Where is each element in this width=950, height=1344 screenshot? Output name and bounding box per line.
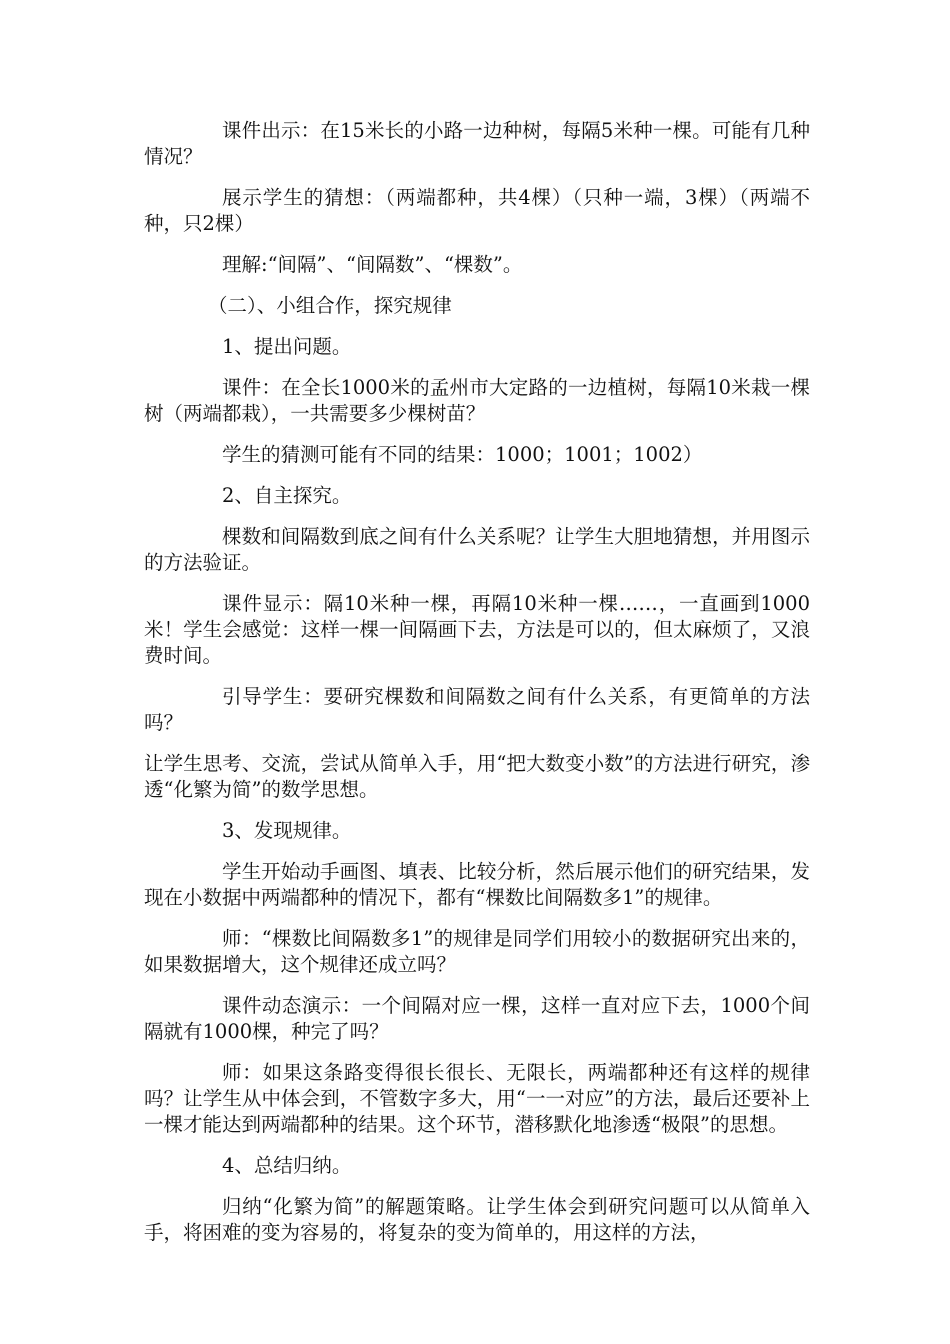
paragraph-dynamic-demo: 课件动态演示：一个间隔对应一棵，这样一直对应下去，1000个间隔就有1000棵，种完了吗？	[144, 994, 810, 1043]
paragraph-courseware-problem: 课件：在全长1000米的孟州市大定路的一边植树，每隔10米栽一棵树（两端都栽），一共需要多少棵树苗？	[144, 376, 810, 425]
paragraph-think-exchange: 让学生思考、交流，尝试从简单入手，用“把大数变小数”的方法进行研究，渗透“化繁为简”的数学思想。	[144, 752, 810, 801]
paragraph-tree-interval-relation: 棵数和间隔数到底之间有什么关系呢？让学生大胆地猜想，并用图示的方法验证。	[144, 525, 810, 574]
paragraph-courseware-display: 课件出示：在15米长的小路一边种树，每隔5米种一棵。可能有几种情况？	[144, 119, 810, 168]
paragraph-courseware-show: 课件显示：隔10米种一棵，再隔10米种一棵……，一直画到1000米！学生会感觉：这样一棵一间隔画下去，方法是可以的，但太麻烦了，又浪费时间。	[144, 592, 810, 667]
paragraph-guess-results: 学生的猜测可能有不同的结果：1000；1001；1002）	[222, 443, 703, 466]
paragraph-summary-strategy: 归纳“化繁为简”的解题策略。让学生体会到研究问题可以从简单入手，将困难的变为容易的，将复杂的变为简单的，用这样的方法，	[144, 1195, 810, 1244]
step-heading-self-explore: 2、自主探究。	[222, 484, 352, 507]
paragraph-guide-students: 引导学生：要研究棵数和间隔数之间有什么关系，有更简单的方法吗？	[144, 685, 810, 734]
section-heading-group-cooperation: （二）、小组合作，探究规律	[208, 294, 452, 317]
document-body	[144, 118, 810, 1261]
paragraph-student-research: 学生开始动手画图、填表、比较分析，然后展示他们的研究结果，发现在小数据中两端都种的情况下，都有“棵数比间隔数多1”的规律。	[144, 860, 810, 909]
step-heading-summarize: 4、总结归纳。	[222, 1154, 352, 1177]
paragraph-student-guesses: 展示学生的猜想：（两端都种，共4棵）（只种一端，3棵）（两端不种，只2棵）	[144, 186, 810, 235]
step-heading-pose-question: 1、提出问题。	[222, 335, 352, 358]
paragraph-teacher-question: 师：“棵数比间隔数多1”的规律是同学们用较小的数据研究出来的，如果数据增大，这个规律还成立吗？	[144, 927, 810, 976]
paragraph-teacher-infinite: 师：如果这条路变得很长很长、无限长，两端都种还有这样的规律吗？让学生从中体会到，不管数字多大，用“一一对应”的方法，最后还要补上一棵才能达到两端都种的结果。这个环节，潜移默化地渗透“极限”的思想。	[144, 1061, 810, 1136]
step-heading-find-rule: 3、发现规律。	[222, 819, 352, 842]
paragraph-understanding-terms: 理解:“间隔”、“间隔数”、“棵数”。	[222, 253, 523, 276]
